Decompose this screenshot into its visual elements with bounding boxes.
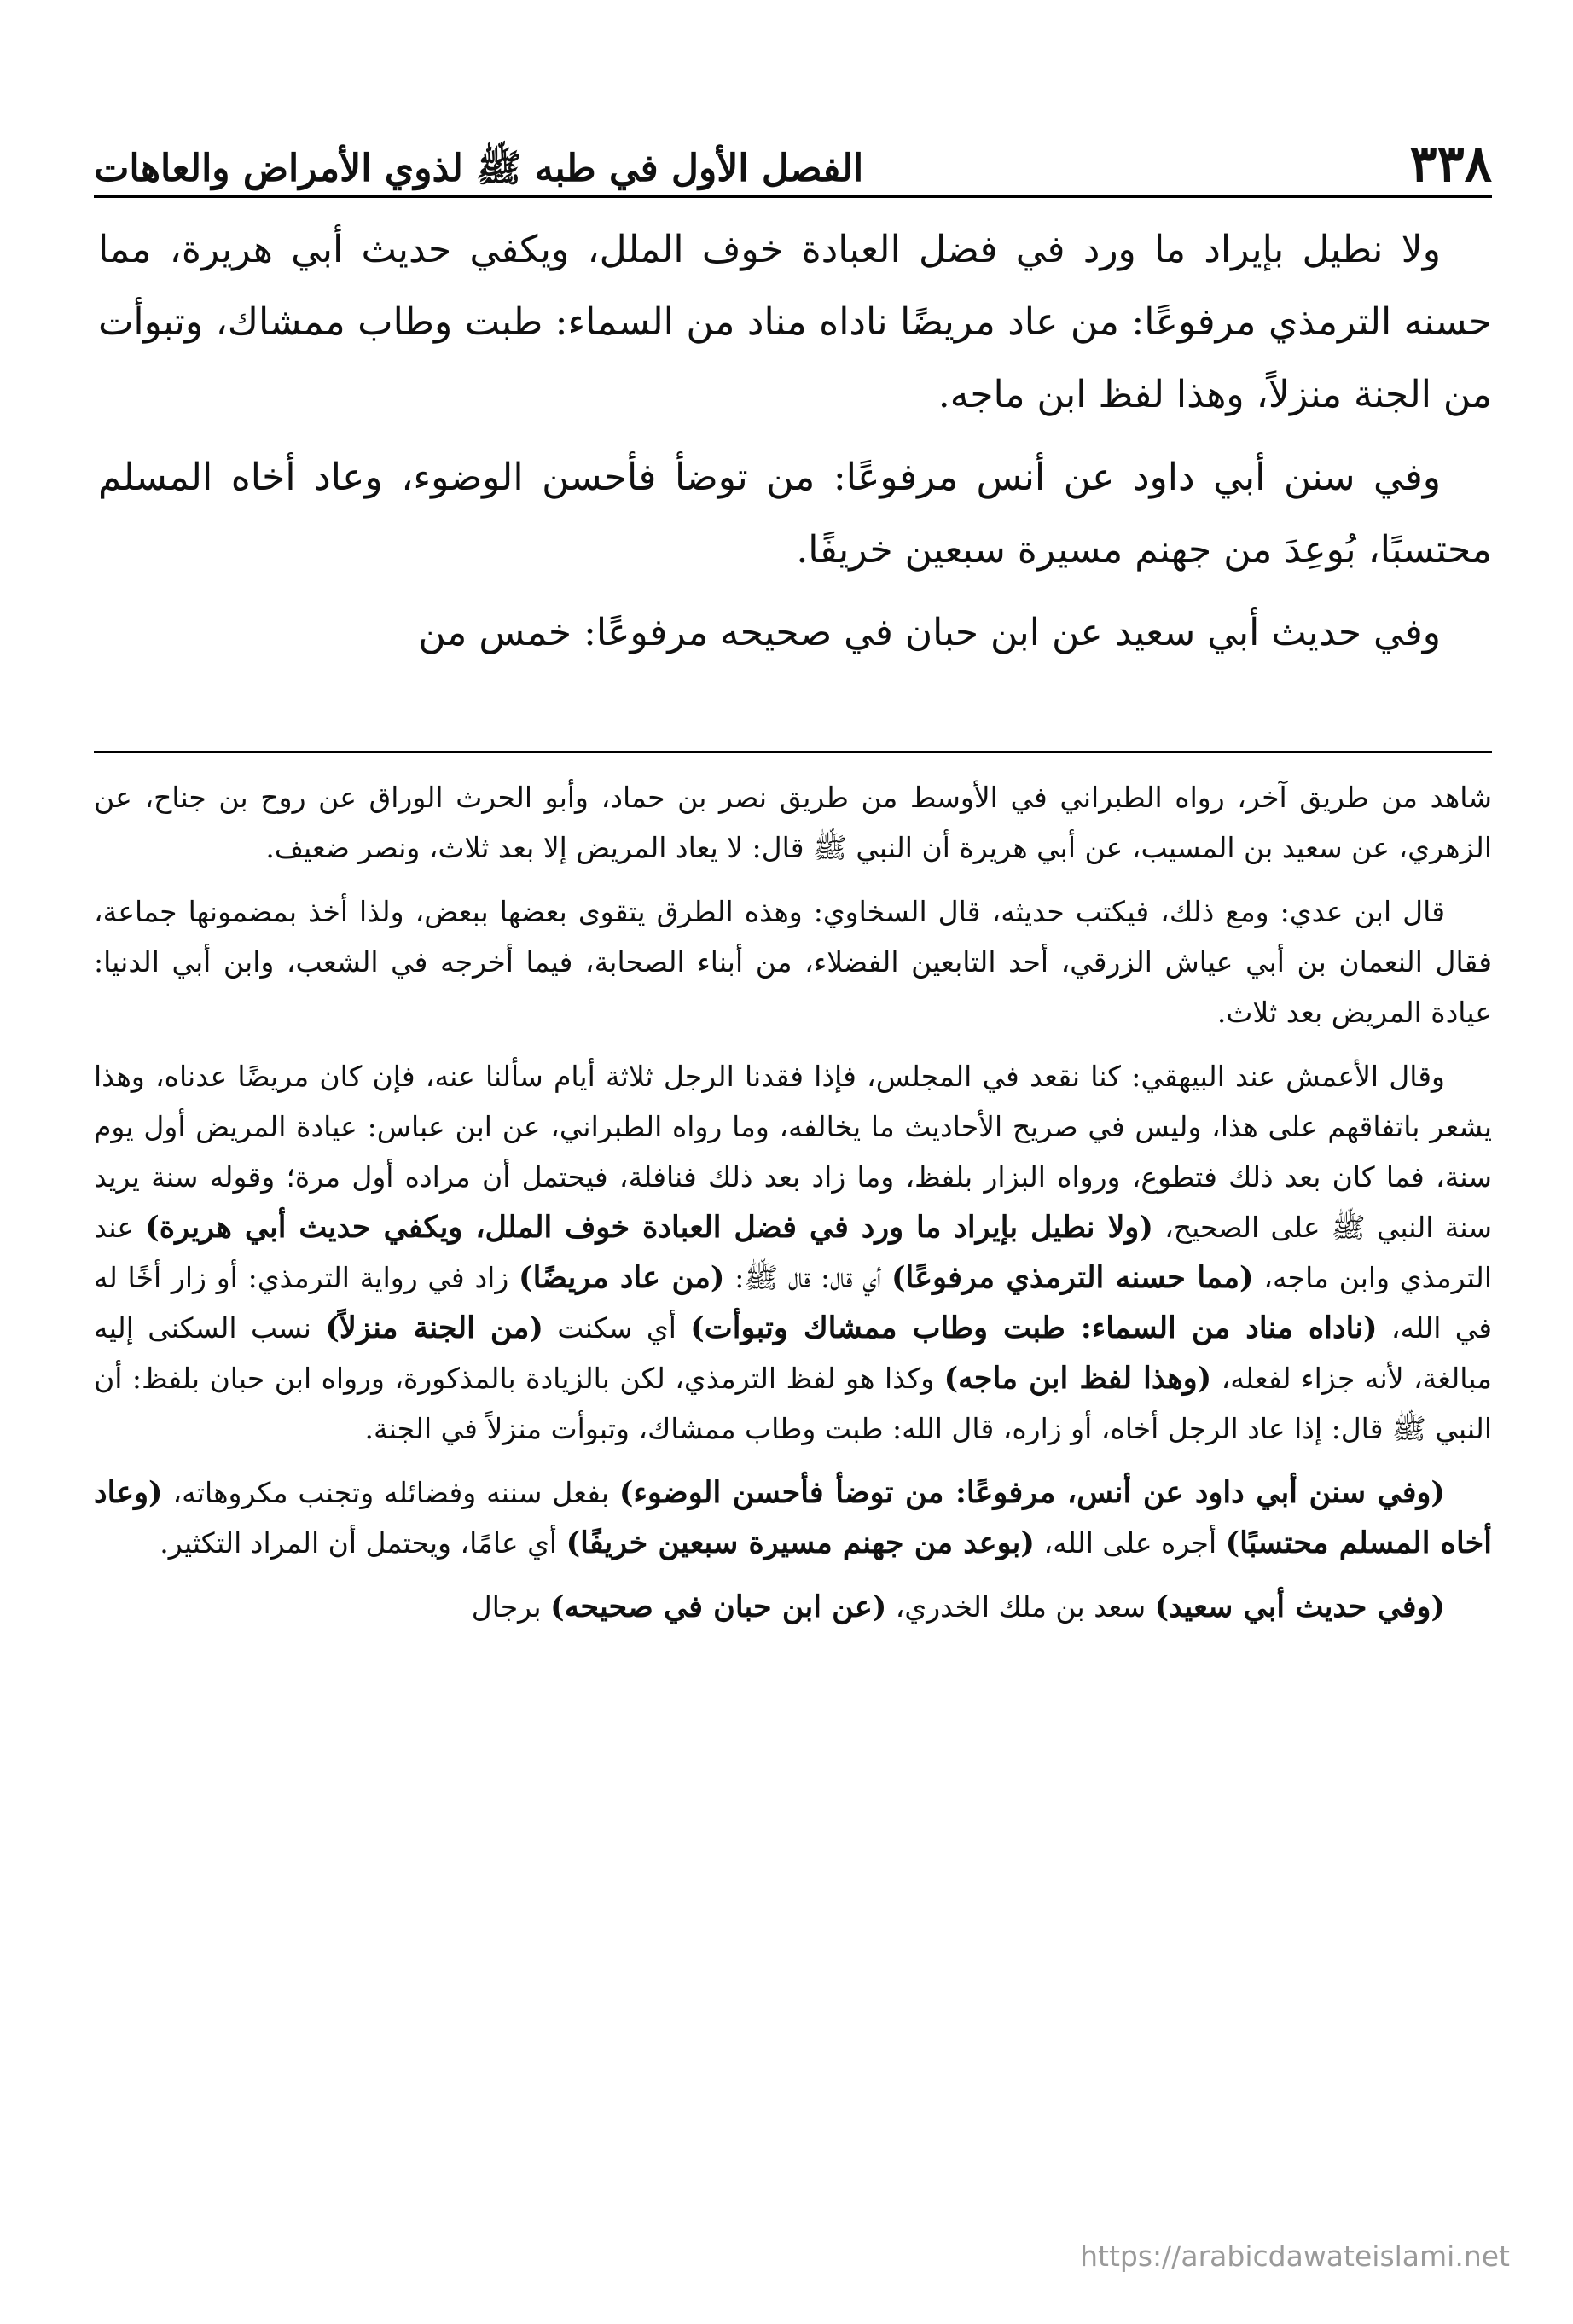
main-text-paragraph: ولا نطيل بإيراد ما ورد في فضل العبادة خوف الملل، ويكفي حديث أبي هريرة، مما حسنه الترمذي مرفوعًا: من عاد مريضًا ناداه مناد من السماء: طبت وطاب ممشاك، وتبوأت من الجنة منزلاً، وهذا لفظ ابن ماجه. (98, 228, 1492, 416)
commentary-paragraph (94, 1467, 1492, 1568)
quoted-matn: (وفي سنن أبي داود عن أنس، مرفوعًا: من توضأ فأحسن الوضوء) (618, 1475, 1445, 1510)
commentary-text: قال ابن عدي: ومع ذلك، فيكتب حديثه، قال السخاوي: وهذه الطرق يتقوى بعضها ببعض، ولذا أخذ بمضمونها جماعة، فقال النعمان بن أبي عياش الزرقي، أحد التابعين الفضلاء، من أبناء الصحابة، فيما أخرجه في الشعب، وابن أبي الدنيا: عيادة المريض بعد ثلاث. (94, 895, 1492, 1029)
running-head: الفصل الأول في طبه ﷺ لذوي الأمراض والعاهات (94, 146, 864, 190)
commentary-text: أي سكنت (557, 1311, 676, 1345)
commentary-text: برجال (471, 1590, 542, 1624)
commentary-text: سعد بن ملك الخدري، (895, 1590, 1146, 1624)
commentary-paragraph (94, 1582, 1492, 1632)
commentary-text: أي قال: قال ﷺ: (734, 1261, 882, 1294)
commentary-text: أي عامًا، ويحتمل أن المراد التكثير. (160, 1526, 558, 1560)
watermark: https://arabicdawateislami.net (1080, 2240, 1510, 2273)
quoted-matn: (ناداه مناد من السماء: طبت وطاب ممشاك وتبوأت) (690, 1310, 1378, 1345)
main-text-paragraph: وفي سنن أبي داود عن أنس مرفوعًا: من توضأ فأحسن الوضوء، وعاد أخاه المسلم محتسبًا، بُوعِدَ من جهنم مسيرة سبعين خريفًا. (98, 456, 1492, 572)
commentary-text: زاد في رواية الترمذي: أو زار أخًا له في الله، (94, 1261, 1493, 1345)
quoted-matn: (بوعد من جهنم مسيرة سبعين خريفًا) (566, 1525, 1035, 1560)
commentary-text: شاهد من طريق آخر، رواه الطبراني في الأوسط من طريق نصر بن حماد، وأبو الحرث الوراق عن روح بن جناح، عن الزهري، عن سعيد بن المسيب، عن أبي هريرة أن النبي ﷺ قال: لا يعاد المريض إلا بعد ثلاث، ونصر ضعيف. (94, 781, 1492, 864)
quoted-matn: (وعاد أخاه المسلم محتسبًا) (94, 1475, 1492, 1560)
commentary-text: وكذا هو لفظ الترمذي، لكن بالزيادة بالمذكورة، ورواه ابن حبان بلفظ: أن النبي ﷺ قال: إذا عاد الرجل أخاه، أو زاره، قال الله: طبت وطاب ممشاك، وتبوأت منزلاً في الجنة. (94, 1362, 1492, 1445)
quoted-matn: (من عاد مريضًا) (519, 1260, 725, 1295)
commentary-paragraph (94, 772, 1492, 873)
text-divider (94, 751, 1492, 753)
commentary-text: بفعل سننه وفضائله وتجنب مكروهاته، (172, 1476, 610, 1509)
commentary-text: وقال الأعمش عند البيهقي: كنا نقعد في المجلس، فإذا فقدنا الرجل ثلاثة أيام سألنا عنه، فإن كان مريضًا عدناه، وهذا يشعر باتفاقهم على هذا، وليس في صريح الأحاديث ما يخالفه، وما رواه الطبراني، عن ابن عباس: عيادة المريض أول يوم سنة، فما كان بعد ذلك فتطوع، ورواه البزار بلفظ، وما زاد بعد ذلك فنافلة، فيحتمل أن مراده أول مرة؛ وقوله سنة يريد سنة النبي ﷺ على الصحيح، (94, 1060, 1492, 1244)
commentary-paragraph (94, 886, 1492, 1037)
commentary-text: أجره على الله، (1043, 1526, 1217, 1560)
quoted-matn: (ولا نطيل بإيراد ما ورد في فضل العبادة خوف الملل، ويكفي حديث أبي هريرة) (145, 1210, 1153, 1245)
commentary-text: نسب السكنى إليه مبالغة، لأنه جزاء لفعله، (94, 1311, 1492, 1395)
main-text (98, 213, 1492, 679)
main-text-paragraph: وفي حديث أبي سعيد عن ابن حبان في صحيحه مرفوعًا: خمس من (418, 611, 1441, 654)
commentary-text: عند الترمذي وابن ماجه، (94, 1211, 1492, 1294)
quoted-matn: (من الجنة منزلاً) (325, 1310, 543, 1345)
page-header (94, 111, 1492, 198)
commentary (94, 772, 1492, 1646)
quoted-matn: (وهذا لفظ ابن ماجه) (943, 1361, 1212, 1396)
quoted-matn: (وفي حديث أبي سعيد) (1154, 1589, 1445, 1624)
page-number: ٣٣٨ (1409, 134, 1492, 194)
commentary-paragraph (94, 1051, 1492, 1454)
quoted-matn: (عن ابن حبان في صحيحه) (550, 1589, 887, 1624)
quoted-matn: (مما حسنه الترمذي مرفوعًا) (891, 1260, 1254, 1295)
